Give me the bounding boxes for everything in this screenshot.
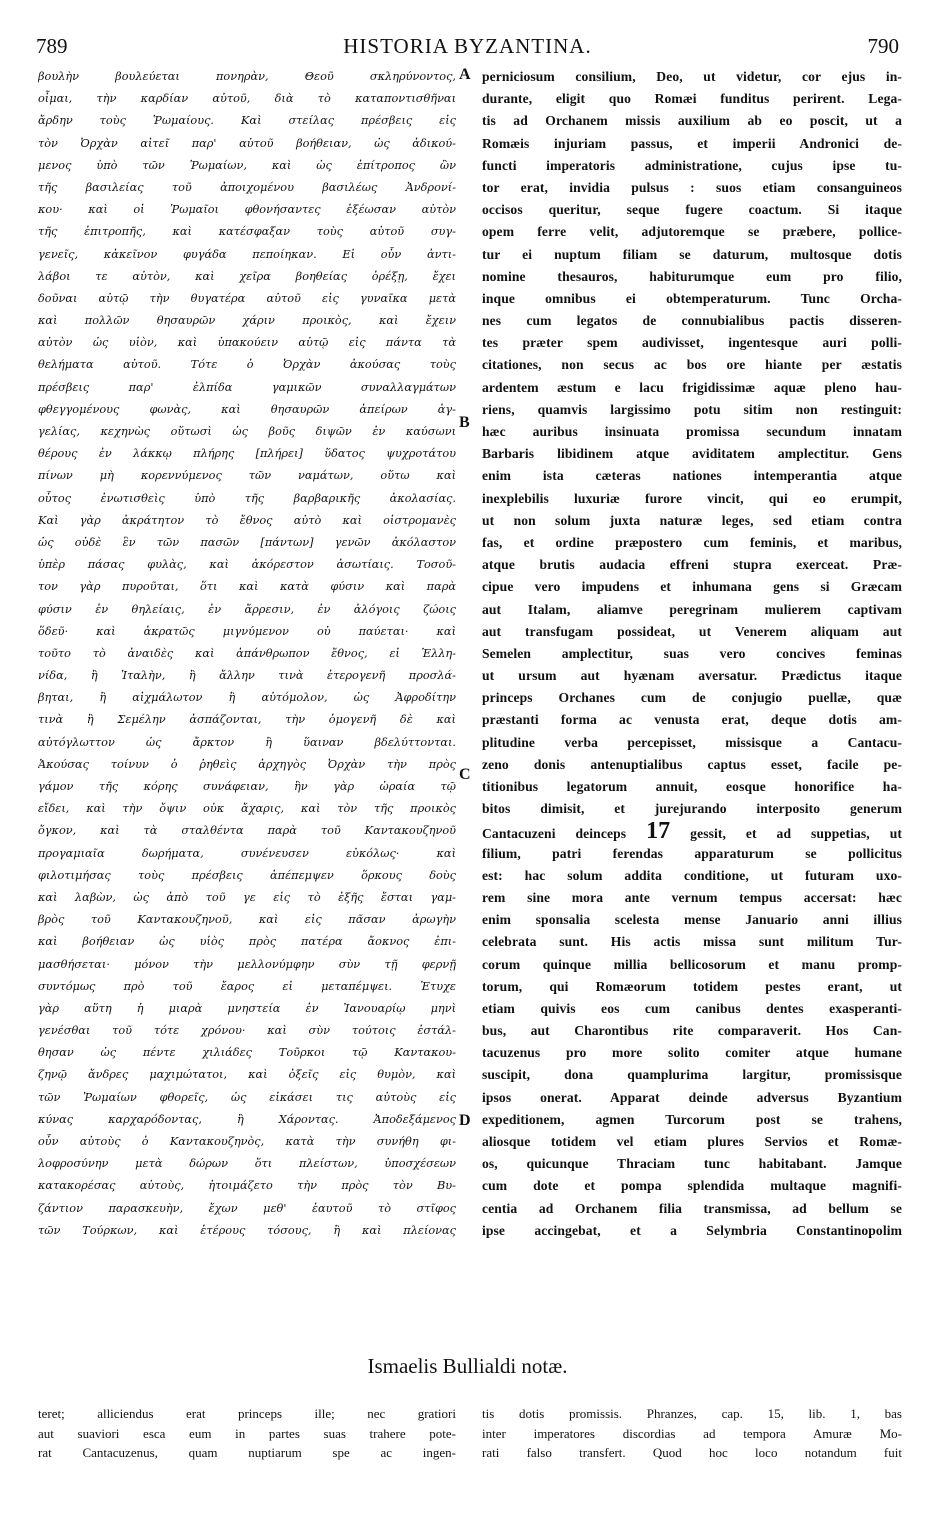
latin-text-line: durante, eligit quo Romæi funditus perirent. Lega- — [482, 91, 902, 107]
latin-text-line: hæc auribus insinuata promissa secundum innatam — [482, 424, 902, 439]
greek-text-line: φύσιν ἐν θηλείαις, ἐν ἄρρεσιν, ἐν ἀλόγοις ζώοις — [38, 602, 456, 616]
greek-text-line: οἶμαι, τὴν καρδίαν αὐτοῦ, διὰ τὸ καταποντισθῆναι — [38, 92, 456, 106]
greek-text-line: καὶ βοήθειαν ὡς υἱὸς πρὸς πατέρα ἄοκνος ἐπι- — [38, 935, 456, 949]
greek-text-line: εἴδει, καὶ τὴν ὄψιν οὐκ ἄχαρις, καὶ τὸν τῆς προικὸς — [38, 802, 456, 816]
latin-text-line: zeno donis antenuptialibus captus esset, facile pe- — [482, 756, 902, 772]
greek-text-line: πίνων μὴ κορεννύμενος τῶν ναμάτων, οὕτω καὶ — [38, 469, 456, 483]
greek-text-line: κου· καὶ οἱ Ῥωμαῖοι φθονήσαντες ἐξέωσαν αὐτὸν — [38, 203, 456, 217]
notes-right-column — [482, 1404, 902, 1463]
latin-text-line: tor erat, invidia pulsus : suos etiam consanguineos — [482, 179, 902, 195]
greek-text-line: γὰρ αὕτη ἡ μιαρὰ μνηστεία ἐν Ἰανουαρίῳ μηνὶ — [38, 1001, 456, 1015]
latin-text-line: nomine thesauros, habiturumque eum pro filio, — [482, 268, 902, 284]
latin-text-line: præstanti forma ac venusta erat, deque dotis am- — [482, 712, 902, 728]
note-line: rati falso transfert. Quod hoc loco notandum fuit — [482, 1445, 902, 1460]
running-head — [30, 30, 905, 64]
latin-text-line: ut non solum juxta naturæ leges, sed etiam contra — [482, 512, 902, 528]
greek-text-line: γάμον τῆς κόρης συνάφειαν, ἣν γὰρ ὡραία τῷ — [38, 780, 456, 793]
greek-text-line: γενέσθαι τοῦ τότε χρόνου· καὶ σὺν τούτοις ἐστάλ- — [38, 1024, 456, 1038]
latin-text-line: tis ad Orchanem missis auxilium ab eo poscit, ut a — [482, 113, 902, 129]
note-line: aut suaviori esca eum in partes suas trahere pote- — [38, 1425, 456, 1441]
greek-text-line: μενος ὑπὸ τῶν Ῥωμαίων, καὶ ὡς ἐπίτροπος ὢν — [38, 158, 456, 172]
latin-line-part: gessit, et ad suppetias, ut — [670, 826, 902, 842]
latin-text-line: enim sponsalia scelesta mense Januario anni illius — [482, 912, 902, 928]
greek-text-line: λάβοι τε αὐτὸν, καὶ χεῖρα βοηθείας ὀρέξῃ, ἔχει — [38, 269, 456, 283]
latin-text-line: expeditionem, agmen Turcorum post se trahens, — [482, 1111, 902, 1127]
greek-text-line: ὄγκον, καὶ τὰ σταλθέντα παρὰ τοῦ Καντακουζηνοῦ — [38, 824, 456, 838]
greek-text-line: ὅδεῦ· καὶ ἀκρατῶς μιγνύμενον οὐ παύεται· καὶ — [38, 624, 456, 638]
greek-text-line: ἄρδην τοὺς Ῥωμαίους. Καὶ στείλας πρέσβεις εἰς — [38, 114, 456, 128]
margin-letter-a: A — [459, 66, 471, 83]
latin-text-line: nes cum legatos de connubialibus pactis disseren- — [482, 313, 902, 329]
page-number-left: 789 — [36, 34, 68, 58]
greek-text-column — [38, 66, 456, 1242]
greek-text-line: μασθήσεται· μόνον τὴν μελλονύμφην σὺν τῇ φερνῇ — [38, 957, 456, 971]
folio-number: 17 — [646, 820, 671, 843]
latin-text-line: ipsos onerat. Apparat deinde adversus Byzantium — [482, 1089, 902, 1105]
note-line: rat Cantacuzenus, quam nuptiarum spe ac ingen- — [38, 1445, 456, 1460]
greek-text-line: κατακορέσας αὐτοὺς, ἡτοιμάζετο τὴν πρὸς τὸν Βυ- — [38, 1179, 456, 1193]
latin-text-line: est: hac solum addita conditione, ut futuram uxo- — [482, 867, 902, 883]
latin-text-line: plitudine verba percepisset, missisque a Cantacu- — [482, 734, 902, 750]
greek-text-line: γελίας, κεχηνὼς οὕτωσὶ ὡς βοῦς διψῶν ἐν καύσωνι — [38, 425, 456, 438]
greek-text-line: θέρους ἐν λάκκῳ πλήρης [πλήρει] ὕδατος ψυχροτάτου — [38, 447, 456, 461]
greek-text-line: ζάντιον παρασκευὴν, ἔχων μεθ' ἑαυτοῦ τὸ στῖφος — [38, 1201, 456, 1215]
greek-text-line: συντόμως πρὸ τοῦ ἔαρος εἰ μεταπέμψει. Ἐτυχε — [38, 979, 456, 993]
greek-text-line: οὗτος ἐνωτισθεὶς ὑπὸ τῆς βαρβαρικῆς ἀκολασίας. — [38, 491, 456, 505]
latin-text-line: opem ferre velit, adjutoremque se præbere, pollice- — [482, 224, 902, 240]
greek-text-line: πρέσβεις παρ' ἐλπίδα γαμικῶν συναλλαγμάτων — [38, 380, 456, 394]
latin-text-line: corum quinque millia bellicosorum et manu promp- — [482, 956, 902, 972]
greek-text-line: βουλὴν βουλεύεται πονηρὰν, Θεοῦ σκληρύνοντος, — [38, 70, 456, 83]
margin-letter-b: B — [459, 414, 470, 431]
latin-text-line: tur ei nuptum filiam se daturum, multosque dotis — [482, 246, 902, 262]
latin-text-line: functi imperatoris administratione, cujus ipse tu- — [482, 157, 902, 173]
latin-text-line: torum, qui Romæorum totidem pestes erant, ut — [482, 978, 902, 994]
greek-text-line: θησαν ὡς πέντε χιλιάδες Τοῦρκοι τῷ Καντακου- — [38, 1046, 456, 1060]
latin-text-line: enim ista cæteras nationes intemperantia atque — [482, 468, 902, 484]
greek-text-line: τῆς ἐπιτροπῆς, καὶ κατέσφαξαν τοὺς αὐτοῦ συγ- — [38, 225, 456, 239]
greek-text-line: τινὰ ἢ Σεμέλην ἀσπάζονται, τὴν ὁμογενῆ δὲ καὶ — [38, 713, 456, 727]
latin-text-line: Barbaris libidinem atque aviditatem amplectitur. Gens — [482, 446, 902, 462]
greek-text-line: φθεγγομένους φωνὰς, καὶ θησαυρῶν ἀπείρων ἀγ- — [38, 402, 456, 416]
greek-text-line: καὶ πολλῶν θησαυρῶν χάριν προικὸς, καὶ ἔχειν — [38, 314, 456, 328]
greek-text-line: νίδα, ἢ Ἰταλὴν, ἢ ἄλλην τινὰ ἑτερογενῆ προσλά- — [38, 669, 456, 683]
latin-text-line: riens, quamvis largissimo potu sitim non restinguit: — [482, 401, 902, 417]
greek-text-line: θελήματα αὐτοῦ. Τότε ὁ Ὀρχὰν ἀκούσας τοὺς — [38, 358, 456, 372]
greek-text-line: ὑπὲρ πάσας φυλὰς, καὶ ἀκόρεστον ἀσωτίαις. Τοσοῦ- — [38, 558, 456, 572]
latin-text-line: aut Italam, aliamve peregrinam mulierem captivam — [482, 601, 902, 617]
latin-text-line: citationes, non secus ac bos ore hiante per æstatis — [482, 357, 902, 373]
greek-text-line: κύνας καρχαρόδοντας, ἢ Χάροντας. Ἀποδεξάμενος — [38, 1112, 456, 1126]
latin-text-line: ut ursum aut hyænam aversatur. Prædictus itaque — [482, 668, 902, 684]
note-line: inter imperatores discordias ad tempora Amuræ Mo- — [482, 1425, 902, 1441]
margin-letter-c: C — [459, 766, 471, 783]
latin-text-line: tes præter spem audivisset, ingentesque auri polli- — [482, 335, 902, 351]
greek-text-line: αὐτόγλωττον ὡς ἄρκτον ἢ ὕαιναν βδελύττονται. — [38, 735, 456, 749]
greek-text-line: ὡς οὐδὲ ἓν τῶν πασῶν [πάντων] γενῶν ἀκόλαστον — [38, 535, 456, 549]
latin-text-line: princeps Orchanes cum de conjugio puellæ, quæ — [482, 690, 902, 706]
running-title: HISTORIA BYZANTINA. — [343, 34, 592, 58]
latin-text-line: atque brutis audacia effreni stupra exerceat. Præ- — [482, 557, 902, 573]
latin-text-line: aliosque totidem vel etiam plures Servios et Romæ- — [482, 1134, 902, 1149]
latin-text-line: tacuzenus pro more solito comiter atque humane — [482, 1045, 902, 1061]
greek-text-line: Καὶ γὰρ ἀκράτητον τὸ ἔθνος αὐτὸ καὶ οἰστρομανὲς — [38, 513, 456, 527]
latin-text-line: centia ad Orchanem filia transmissa, ad bellum se — [482, 1200, 902, 1216]
note-line: tis dotis promissis. Phranzes, cap. 15, lib. 1, bas — [482, 1406, 902, 1421]
greek-text-line: τῶν Τούρκων, καὶ ἑτέρους τόσους, ἢ καὶ πλείονας — [38, 1223, 456, 1237]
latin-text-line: celebrata sunt. His actis missa sunt militum Tur- — [482, 934, 902, 950]
greek-text-line: τον γὰρ πυροῦται, ὅτι καὶ κατὰ φύσιν καὶ παρὰ — [38, 580, 456, 594]
greek-text-line: ζηνῷ ἄνδρες μαχιμώτατοι, καὶ ὀξεῖς εἰς θυμὸν, καὶ — [38, 1068, 456, 1082]
latin-text-line: etiam quivis eos cum canibus dentes exasperanti- — [482, 1000, 902, 1016]
greek-text-line: οὖν αὐτοὺς ὁ Καντακουζηνὸς, κατὰ τὴν συνήθη φι- — [38, 1135, 456, 1148]
latin-text-line: cipue vero impudens et inhumana gens si Græcam — [482, 579, 902, 595]
latin-text-line: Semelen amplectitur, suas vero concives feminas — [482, 645, 902, 661]
latin-text-line: fas, et ordine præpostero cum feminis, et maribus, — [482, 534, 902, 550]
latin-text-line: perniciosum consilium, Deo, ut videtur, cor ejus in- — [482, 69, 902, 84]
notes-heading: Ismaelis Bullialdi notæ. — [367, 1354, 568, 1378]
greek-text-line: Ἀκούσας τοίνυν ὁ ῥηθεὶς ἀρχηγὸς Ὀρχὰν τὴν πρὸς — [38, 757, 456, 771]
greek-text-line: αὐτὸν ὡς υἱὸν, καὶ ὑπακούειν αὐτῷ εἰς πάντα τὰ — [38, 336, 456, 350]
latin-text-line: titionibus legatorum annuit, eosque honorifice ha- — [482, 779, 902, 794]
latin-text-line: ardentem æstum e lacu frigidissimæ aquæ pleno hau- — [482, 379, 902, 395]
latin-text-line: filium, patri ferendas apparaturum se pollicitus — [482, 845, 902, 861]
greek-text-line: λοφροσύνην μετὰ δώρων ὅτι πλείστων, ὑποσχέσεων — [38, 1157, 456, 1171]
latin-text-line: aut transfugam possideat, ut Venerem aliquam aut — [482, 623, 902, 639]
margin-letter-d: D — [459, 1112, 471, 1129]
latin-text-line: Romæis injuriam passus, et imperii Andronici de- — [482, 135, 902, 151]
greek-text-line: βηται, ἢ αἰχμάλωτον ἢ αὐτόμολον, ὡς Ἀφροδίτην — [38, 691, 456, 705]
latin-text-line: occisos queritur, seque fugere coactum. Si itaque — [482, 202, 902, 218]
latin-text-line: rem sine mora ante vernum tempus accersat: hæc — [482, 889, 902, 905]
latin-text-line: bus, aut Charontibus rite comparaverit. Hos Can- — [482, 1023, 902, 1039]
greek-text-line: φιλοτιμήσας τοὺς πρέσβεις ἀπέπεμψεν ὅρκους δοὺς — [38, 868, 456, 882]
greek-text-line: τὸν Ὀρχὰν αἰτεῖ παρ' αὐτοῦ βοήθειαν, ὡς ἀδικού- — [38, 136, 456, 150]
greek-text-line: γενεῖς, κἀκεῖνον φυγάδα πεποίηκαν. Εἰ οὖν ἀντι- — [38, 247, 456, 261]
greek-text-line: βρὸς τοῦ Καντακουζηνοῦ, καὶ εἰς πᾶσαν ἀρωγὴν — [38, 913, 456, 927]
latin-text-line: ipse accingebat, et a Selymbria Constantinopolim — [482, 1222, 902, 1238]
greek-text-line: τῶν Ῥωμαίων φθορεῖς, ὡς εἰκάσει τις αὐτοὺς εἰς — [38, 1090, 456, 1104]
latin-text-line: inque omnibus ei obtemperaturum. Tunc Orcha- — [482, 290, 902, 306]
latin-text-line: inexplebilis luxuriæ furore vincit, qui eo erumpit, — [482, 490, 902, 506]
latin-text-line: suscipit, dona quamplurima largitur, promissisque — [482, 1067, 902, 1083]
greek-text-line: τῆς βασιλείας τοῦ ἀποιχομένου βασιλέως Ἀνδρονί- — [38, 180, 456, 194]
latin-text-line: bitos dimisit, et jurejurando interposito generum — [482, 801, 902, 817]
greek-text-line: τοῦτο τὸ ἀναιδὲς καὶ ἀπάνθρωπον ἔθνος, εἰ Ἑλλη- — [38, 646, 456, 660]
note-line: teret; alliciendus erat princeps ille; nec gratiori — [38, 1406, 456, 1421]
latin-text-line: os, quicunque Thraciam tunc habitabant. Jamque — [482, 1156, 902, 1172]
latin-text-line — [482, 820, 902, 842]
notes-left-column — [38, 1404, 456, 1463]
greek-text-line: καὶ λαβὼν, ὡς ἀπὸ τοῦ γε εἰς τὸ ἑξῆς ἔσται γαμ- — [38, 890, 456, 904]
latin-text-line: cum dote et pompa splendida multaque magnifi- — [482, 1178, 902, 1194]
greek-text-line: δοῦναι αὐτῷ τὴν θυγατέρα αὐτοῦ εἰς γυναῖκα μετὰ — [38, 291, 456, 305]
latin-line-part: Cantacuzeni deinceps — [482, 826, 647, 842]
latin-text-column — [482, 66, 902, 1242]
page-number-right: 790 — [867, 34, 899, 58]
greek-text-line: προγαμιαῖα δωρήματα, συνένευσεν εὐκόλως· καὶ — [38, 846, 456, 860]
